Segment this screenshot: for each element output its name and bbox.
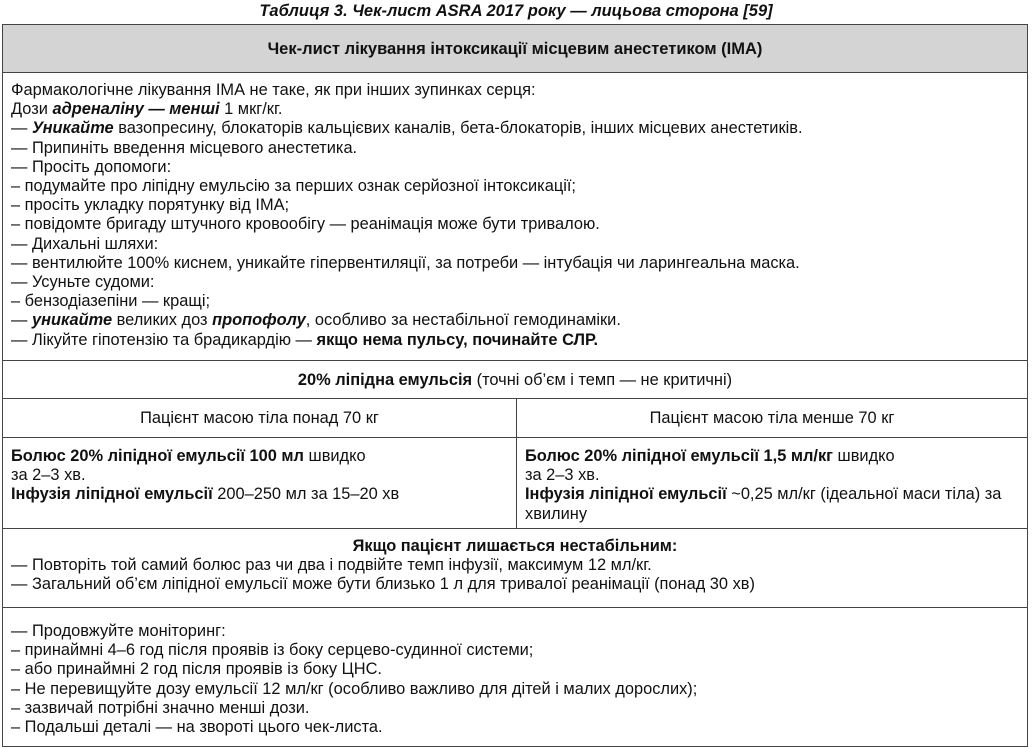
checklist-line: — Дихальні шляхи: — [11, 234, 159, 253]
checklist-line: – зазвичай потрібні значно менші дози. — [11, 698, 310, 717]
checklist-line: — Просіть допомоги: — [11, 157, 172, 176]
dose-under-70: Болюс 20% ліпідної емульсії 1,5 мл/кг швидко за 2–3 хв. Інфузія ліпідної емульсії ~0,25 мл/кг (ідеальної маси тіла) за хвилину — [525, 447, 1002, 523]
checklist-line: Фармакологічне лікування ІМА не таке, як при інших зупинках серця: — [11, 81, 536, 99]
monitoring-section — [3, 608, 1027, 746]
unstable-section — [3, 529, 1027, 608]
unstable-title: Якщо пацієнт лишається нестабільним: — [352, 537, 678, 555]
table-header: Чек-лист лікування інтоксикації місцевим анестетиком (ІМА) — [3, 25, 1027, 73]
checklist-line: — Припиніть введення місцевого анестетика. — [11, 138, 358, 157]
lipid-emulsion-heading: 20% ліпідна емульсія (точні об’єм і темп — не критичні) — [3, 361, 1027, 399]
checklist-line: – подумайте про ліпідну емульсію за перших ознак серйозної інтоксикації; — [11, 177, 576, 196]
checklist-line: Дози адреналіну — менші 1 мкг/кг. — [11, 100, 283, 119]
checklist-line: – принаймні 4–6 год після проявів із боку серцево-судинної системи; — [11, 641, 534, 660]
checklist-line: — Продовжуйте моніторинг: — [11, 622, 226, 640]
checklist-table — [2, 24, 1028, 747]
checklist-line: — Уникайте вазопресину, блокаторів кальцієвих каналів, бета-блокаторів, інших місцевих анестетиків. — [11, 119, 803, 138]
weight-over-70-header: Пацієнт масою тіла понад 70 кг — [3, 399, 517, 437]
checklist-line: – Не перевищуйте дозу емульсії 12 мл/кг (особливо важливо для дітей і малих дорослих); — [11, 679, 698, 698]
dose-row — [3, 438, 1027, 529]
weight-under-70-header: Пацієнт масою тіла менше 70 кг — [649, 409, 895, 427]
checklist-line: — Лікуйте гіпотензію та брадикардію — якщо нема пульсу, починайте СЛР. — [11, 330, 599, 349]
checklist-line: – бензодіазепіни — кращі; — [11, 292, 211, 311]
checklist-line: — Повторіть той самий болюс раз чи два і подвійте темп інфузії, максимум 12 мл/кг. — [11, 556, 652, 575]
checklist-line: – просіть укладку порятунку від ІМА; — [11, 196, 290, 215]
checklist-line: – повідомте бригаду штучного кровообігу — реанімація може бути тривалою. — [11, 215, 600, 234]
checklist-line: — Загальний об’єм ліпідної емульсії може бути близько 1 л для тривалої реанімації (понад 30 хв) — [11, 575, 755, 594]
table-caption: Таблиця 3. Чек-лист ASRA 2017 року — лицьова сторона [59] — [259, 2, 773, 20]
checklist-line: — Усуньте судоми: — [11, 273, 155, 292]
weight-header-row — [3, 399, 1027, 438]
checklist-line: – Подальші деталі — на звороті цього чек-листа. — [11, 718, 383, 737]
dose-over-70: Болюс 20% ліпідної емульсії 100 мл швидко за 2–3 хв. Інфузія ліпідної емульсії 200–250 мл за 15–20 хв — [3, 438, 517, 528]
checklist-line: — вентилюйте 100% киснем, уникайте гіпервентиляції, за потреби — інтубація чи ларингеальна маска. — [11, 253, 800, 272]
pharmacology-section — [3, 73, 1027, 361]
checklist-line: – або принаймні 2 год після проявів із боку ЦНС. — [11, 660, 382, 679]
checklist-line: — уникайте великих доз пропофолу, особливо за нестабільної гемодинаміки. — [11, 311, 621, 330]
